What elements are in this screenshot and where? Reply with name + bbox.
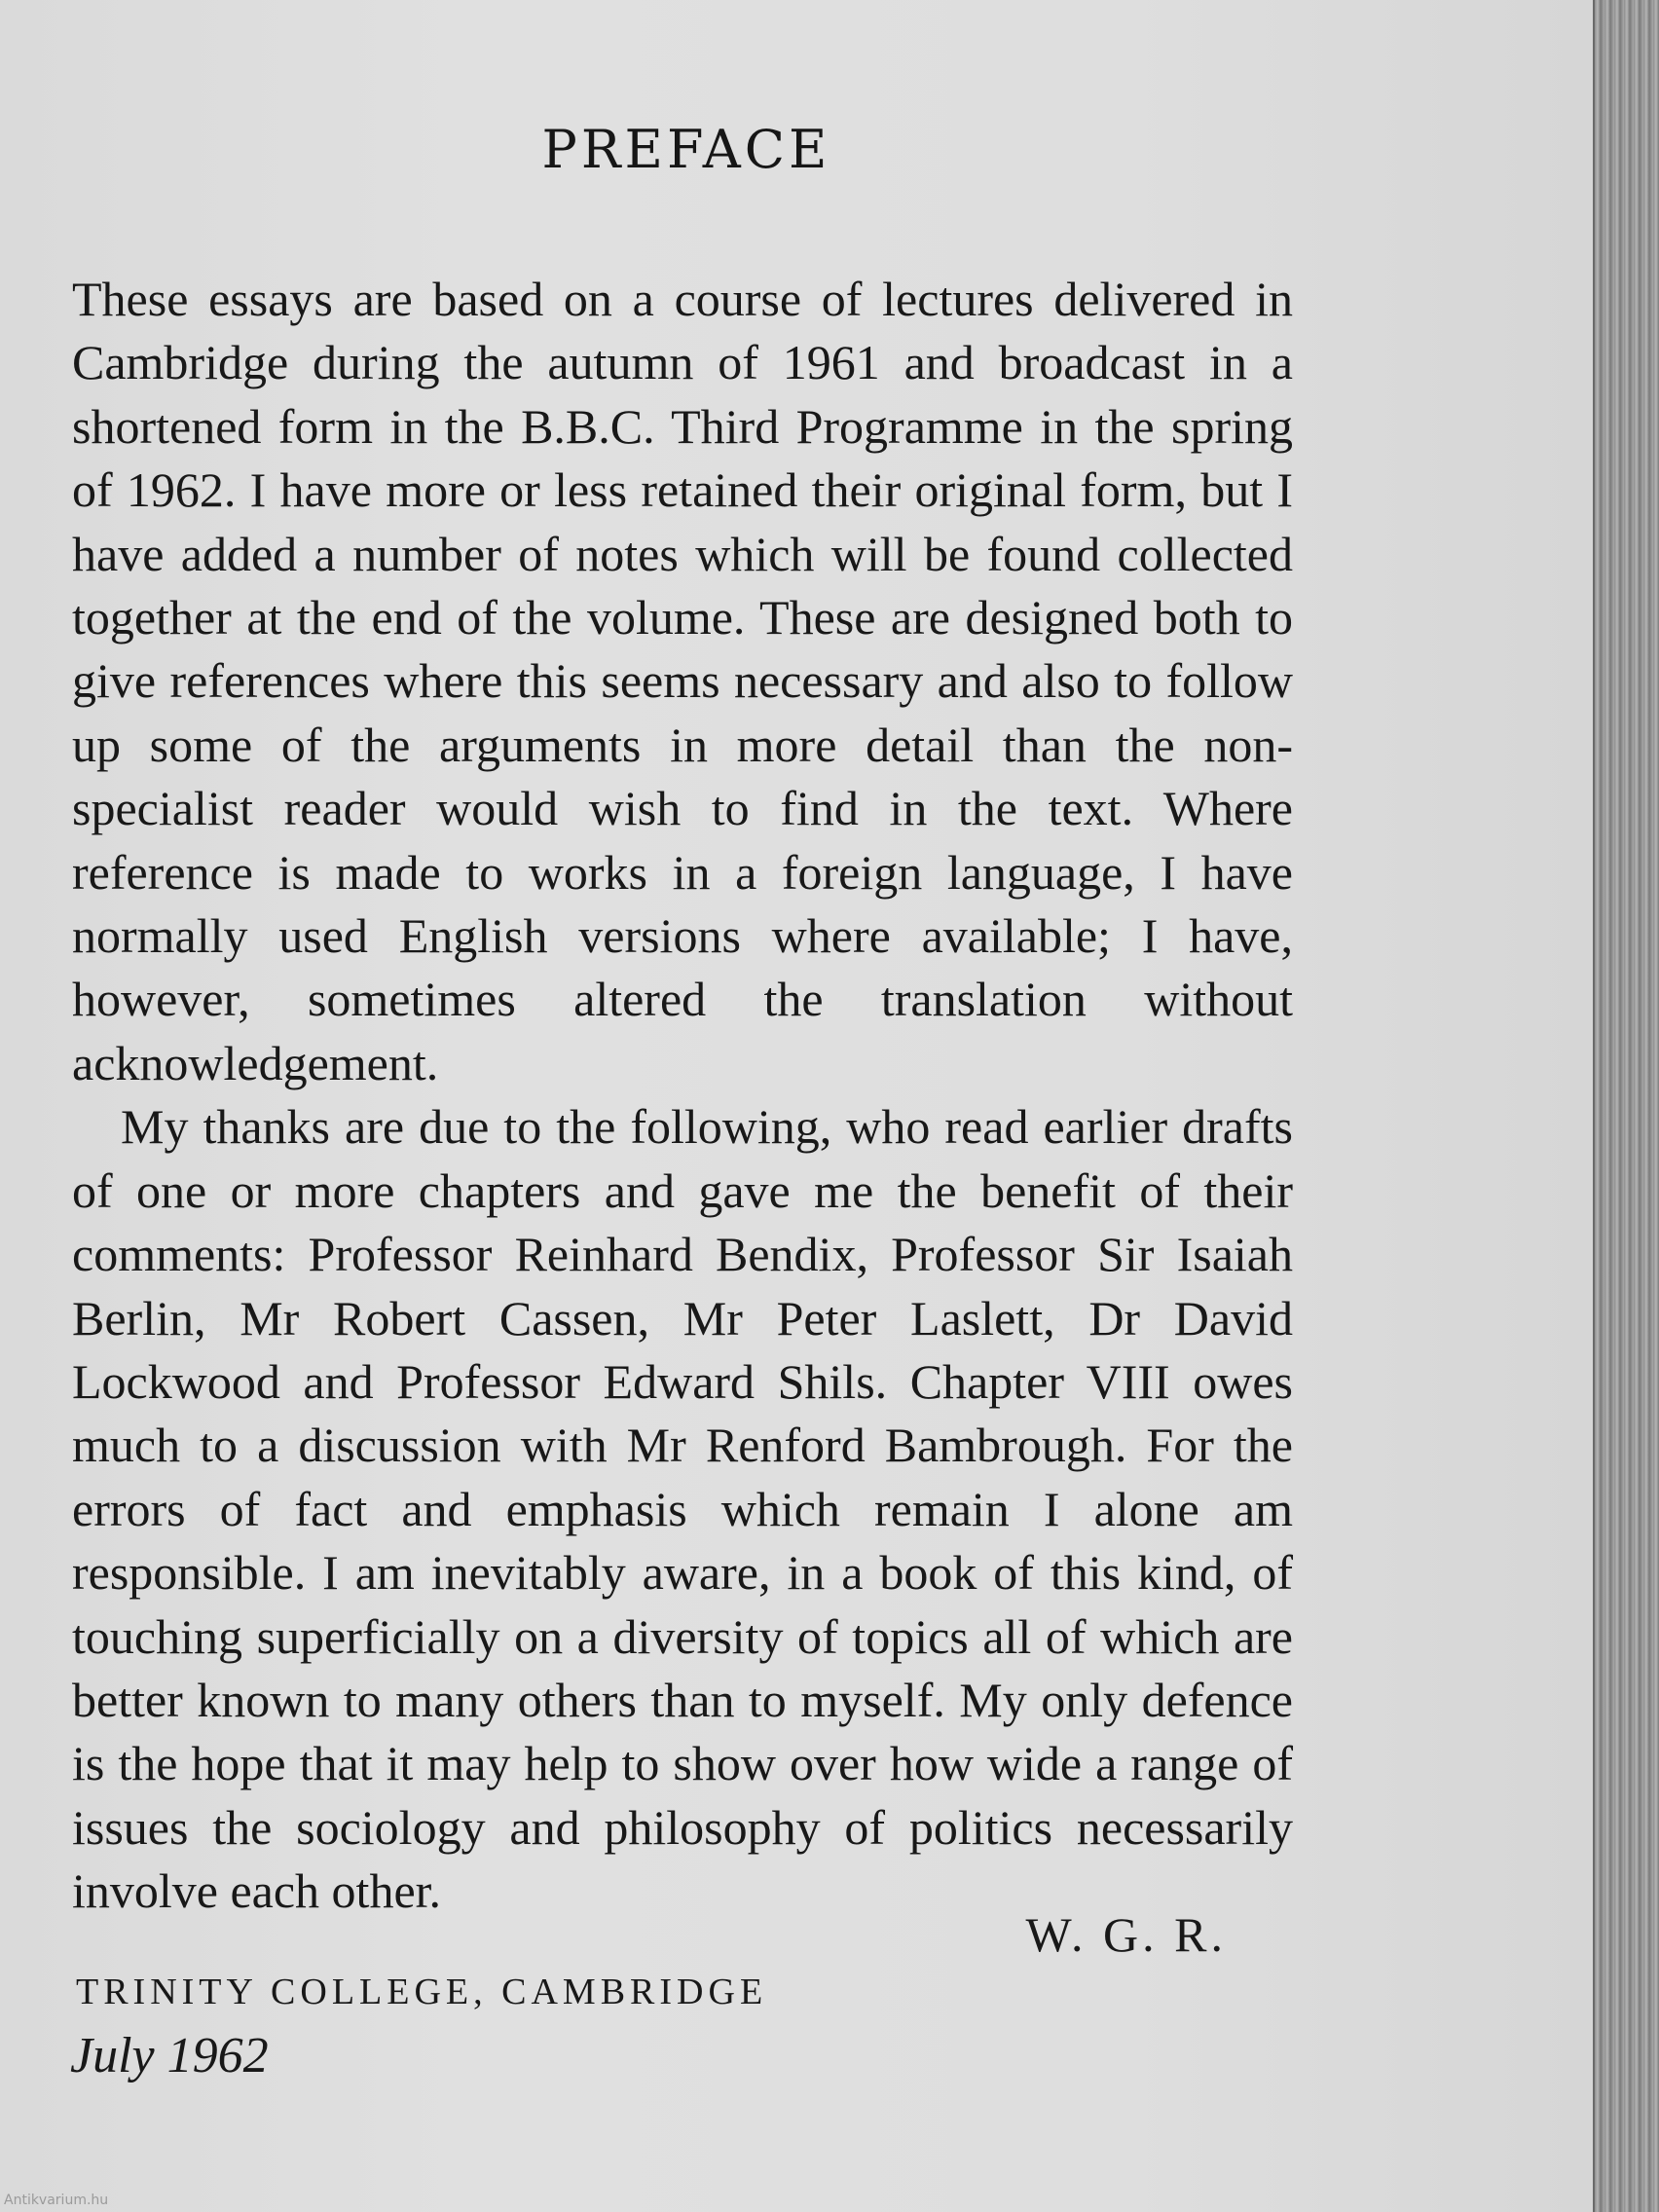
preface-paragraph-1: These essays are based on a course of lectures delivered in Cambridge during the autumn of 1961 and broadcast in a shortened form in the B.B.C. Third Programme in the spring of 1962. I have more or less retained their original form, but I have added a number of notes which will be found collected together at the end of the volume. These are designed both to give references where this seems necessary and also to follow up some of the arguments in more detail than the non-specialist reader would wish to find in the text. Where reference is made to works in a foreign language, I have normally used English versions where available; I have, however, sometimes altered the translation without acknowledgement. xyxy=(72,272,1293,1090)
author-initials: W. G. R. xyxy=(1025,1907,1227,1962)
preface-paragraph-2: My thanks are due to the following, who read earlier drafts of one or more chapters and gave me the benefit of their comments: Professor Reinhard Bendix, Professor Sir Isaiah Berlin, Mr Robert Cassen, Mr Peter Laslett, Dr David Lockwood and Professor Edward Shils. Chapter VIII owes much to a discussion with Mr Renford Bambrough. For the errors of fact and emphasis which remain I alone am responsible. I am inevitably aware, in a book of this kind, of touching superficially on a diversity of topics all of which are better known to many others than to myself. My only defence is the hope that it may help to show over how wide a range of issues the sociology and philosophy of politics necessarily involve each other. xyxy=(72,1099,1293,1919)
date-line: July 1962 xyxy=(70,2028,269,2083)
page-title: PREFACE xyxy=(541,119,831,180)
place-line: TRINITY COLLEGE, CAMBRIDGE xyxy=(76,1972,768,2012)
book-page-edges xyxy=(1593,0,1659,2212)
watermark: Antikvarium.hu xyxy=(4,2193,109,2208)
preface-body xyxy=(72,268,1293,1924)
